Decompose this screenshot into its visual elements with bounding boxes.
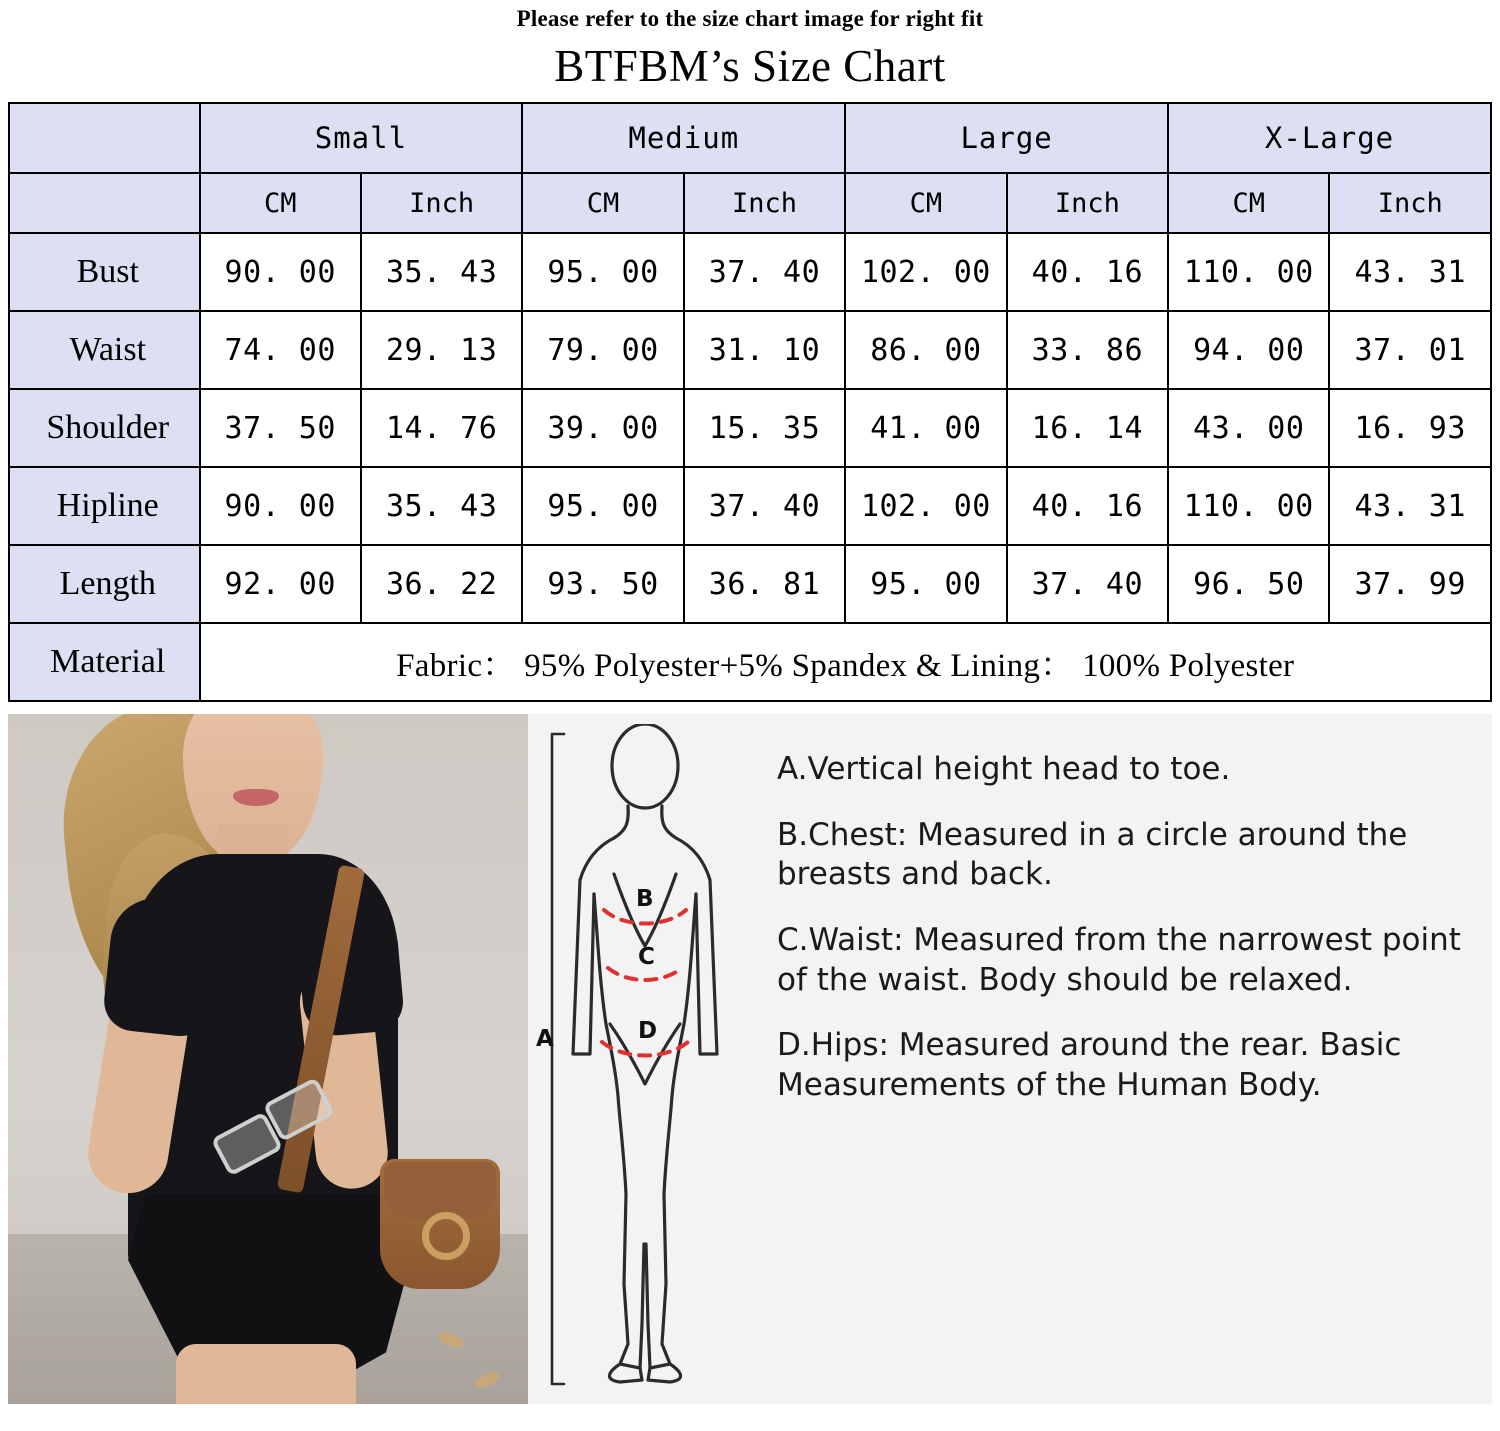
unit-header-5: Inch bbox=[1007, 173, 1168, 233]
guide-item-d: D.Hips: Measured around the rear. Basic Measurements of the Human Body. bbox=[777, 1027, 1402, 1104]
figure-label-b: B bbox=[636, 886, 654, 912]
bag-ring bbox=[422, 1212, 470, 1260]
cell-waist-xl-cm: 94. 00 bbox=[1168, 311, 1329, 389]
cell-waist-l-cm: 86. 00 bbox=[845, 311, 1006, 389]
cell-waist-l-in: 33. 86 bbox=[1007, 311, 1168, 389]
table-row-sizes bbox=[9, 103, 1491, 173]
row-label-shoulder: Shoulder bbox=[9, 389, 200, 467]
figure-label-d: D bbox=[638, 1018, 658, 1044]
row-label-waist: Waist bbox=[9, 311, 200, 389]
hips-measure-line bbox=[602, 1042, 688, 1056]
figure-leg-left bbox=[618, 1096, 644, 1368]
figure-shoulder-left bbox=[580, 838, 614, 880]
cell-hipline-s-in: 35. 43 bbox=[361, 467, 522, 545]
cell-hipline-s-cm: 90. 00 bbox=[200, 467, 361, 545]
cell-bust-xl-cm: 110. 00 bbox=[1168, 233, 1329, 311]
figure-label-a: A bbox=[536, 1026, 554, 1052]
body-measure-figure bbox=[528, 714, 763, 1404]
cell-shoulder-xl-cm: 43. 00 bbox=[1168, 389, 1329, 467]
cell-shoulder-s-cm: 37. 50 bbox=[200, 389, 361, 467]
model-left-sleeve bbox=[101, 894, 225, 1040]
cell-shoulder-xl-in: 16. 93 bbox=[1329, 389, 1491, 467]
table-row bbox=[9, 467, 1491, 545]
size-header-large: Large bbox=[845, 103, 1168, 173]
cell-shoulder-s-in: 14. 76 bbox=[361, 389, 522, 467]
size-header-small: Small bbox=[200, 103, 523, 173]
guide-item-b: B.Chest: Measured in a circle around the breasts and back. bbox=[777, 816, 1408, 893]
figure-height-bracket bbox=[552, 734, 564, 1384]
figure-torso-right bbox=[672, 894, 696, 1096]
cell-bust-m-in: 37. 40 bbox=[684, 233, 845, 311]
figure-torso-left bbox=[594, 894, 618, 1096]
cell-bust-s-cm: 90. 00 bbox=[200, 233, 361, 311]
row-label-length: Length bbox=[9, 545, 200, 623]
cell-shoulder-m-in: 15. 35 bbox=[684, 389, 845, 467]
cell-hipline-l-in: 40. 16 bbox=[1007, 467, 1168, 545]
figure-neck-right bbox=[662, 806, 676, 838]
unit-header-3: Inch bbox=[684, 173, 845, 233]
refer-note: Please refer to the size chart image for right fit bbox=[516, 6, 984, 31]
chest-measure-line bbox=[604, 910, 686, 924]
cell-hipline-l-cm: 102. 00 bbox=[845, 467, 1006, 545]
figure-arm-right bbox=[696, 880, 717, 1054]
model-legs bbox=[176, 1344, 356, 1404]
table-row-material bbox=[9, 623, 1491, 701]
guide-item-a: A.Vertical height head to toe. bbox=[777, 751, 1231, 787]
cell-waist-xl-in: 37. 01 bbox=[1329, 311, 1491, 389]
table-row-units bbox=[9, 173, 1491, 233]
cell-bust-m-cm: 95. 00 bbox=[522, 233, 683, 311]
cell-shoulder-m-cm: 39. 00 bbox=[522, 389, 683, 467]
cell-bust-l-in: 40. 16 bbox=[1007, 233, 1168, 311]
unit-header-0: CM bbox=[200, 173, 361, 233]
table-row bbox=[9, 545, 1491, 623]
figure-leg-right bbox=[646, 1096, 672, 1368]
unit-header-7: Inch bbox=[1329, 173, 1491, 233]
cell-length-m-in: 36. 81 bbox=[684, 545, 845, 623]
size-chart-table-wrap bbox=[0, 102, 1500, 702]
page-title: BTFBM’s Size Chart bbox=[554, 41, 946, 91]
unit-header-4: CM bbox=[845, 173, 1006, 233]
figure-label-c: C bbox=[638, 944, 655, 970]
cell-waist-s-cm: 74. 00 bbox=[200, 311, 361, 389]
measurement-guide-panel bbox=[528, 714, 1492, 1404]
unit-header-1: Inch bbox=[361, 173, 522, 233]
bottom-panel bbox=[0, 714, 1500, 1404]
table-corner bbox=[9, 103, 200, 173]
row-label-hipline: Hipline bbox=[9, 467, 200, 545]
bag-flap bbox=[384, 1162, 496, 1220]
size-header-xlarge: X-Large bbox=[1168, 103, 1491, 173]
cell-shoulder-l-in: 16. 14 bbox=[1007, 389, 1168, 467]
unit-header-6: CM bbox=[1168, 173, 1329, 233]
cell-hipline-xl-in: 43. 31 bbox=[1329, 467, 1491, 545]
cell-length-l-cm: 95. 00 bbox=[845, 545, 1006, 623]
cell-length-s-in: 36. 22 bbox=[361, 545, 522, 623]
cell-waist-m-cm: 79. 00 bbox=[522, 311, 683, 389]
figure-shoulder-right bbox=[676, 838, 710, 880]
cell-length-l-in: 37. 40 bbox=[1007, 545, 1168, 623]
size-chart-table bbox=[8, 102, 1492, 702]
cell-length-xl-in: 37. 99 bbox=[1329, 545, 1491, 623]
size-header-medium: Medium bbox=[522, 103, 845, 173]
body-diagram-svg bbox=[528, 724, 763, 1394]
cell-bust-s-in: 35. 43 bbox=[361, 233, 522, 311]
table-row bbox=[9, 389, 1491, 467]
cell-waist-m-in: 31. 10 bbox=[684, 311, 845, 389]
cell-hipline-xl-cm: 110. 00 bbox=[1168, 467, 1329, 545]
cell-hipline-m-cm: 95. 00 bbox=[522, 467, 683, 545]
cell-shoulder-l-cm: 41. 00 bbox=[845, 389, 1006, 467]
table-row bbox=[9, 233, 1491, 311]
measure-guide-text bbox=[763, 714, 1492, 1404]
cell-length-m-cm: 93. 50 bbox=[522, 545, 683, 623]
cell-bust-l-cm: 102. 00 bbox=[845, 233, 1006, 311]
cell-bust-xl-in: 43. 31 bbox=[1329, 233, 1491, 311]
guide-item-c: C.Waist: Measured from the narrowest point of the waist. Body should be relaxed. bbox=[777, 922, 1461, 998]
figure-head bbox=[612, 724, 678, 808]
cell-hipline-m-in: 37. 40 bbox=[684, 467, 845, 545]
cell-length-s-cm: 92. 00 bbox=[200, 545, 361, 623]
figure-arm-left bbox=[573, 880, 594, 1054]
figure-neck-left bbox=[614, 806, 628, 838]
row-label-bust: Bust bbox=[9, 233, 200, 311]
table-corner-2 bbox=[9, 173, 200, 233]
unit-header-2: CM bbox=[522, 173, 683, 233]
table-row bbox=[9, 311, 1491, 389]
cell-waist-s-in: 29. 13 bbox=[361, 311, 522, 389]
cell-length-xl-cm: 96. 50 bbox=[1168, 545, 1329, 623]
cell-material-value: Fabric： 95% Polyester+5% Spandex & Lining： 100% Polyester bbox=[200, 623, 1492, 701]
model-photo bbox=[8, 714, 528, 1404]
row-label-material: Material bbox=[9, 623, 200, 701]
